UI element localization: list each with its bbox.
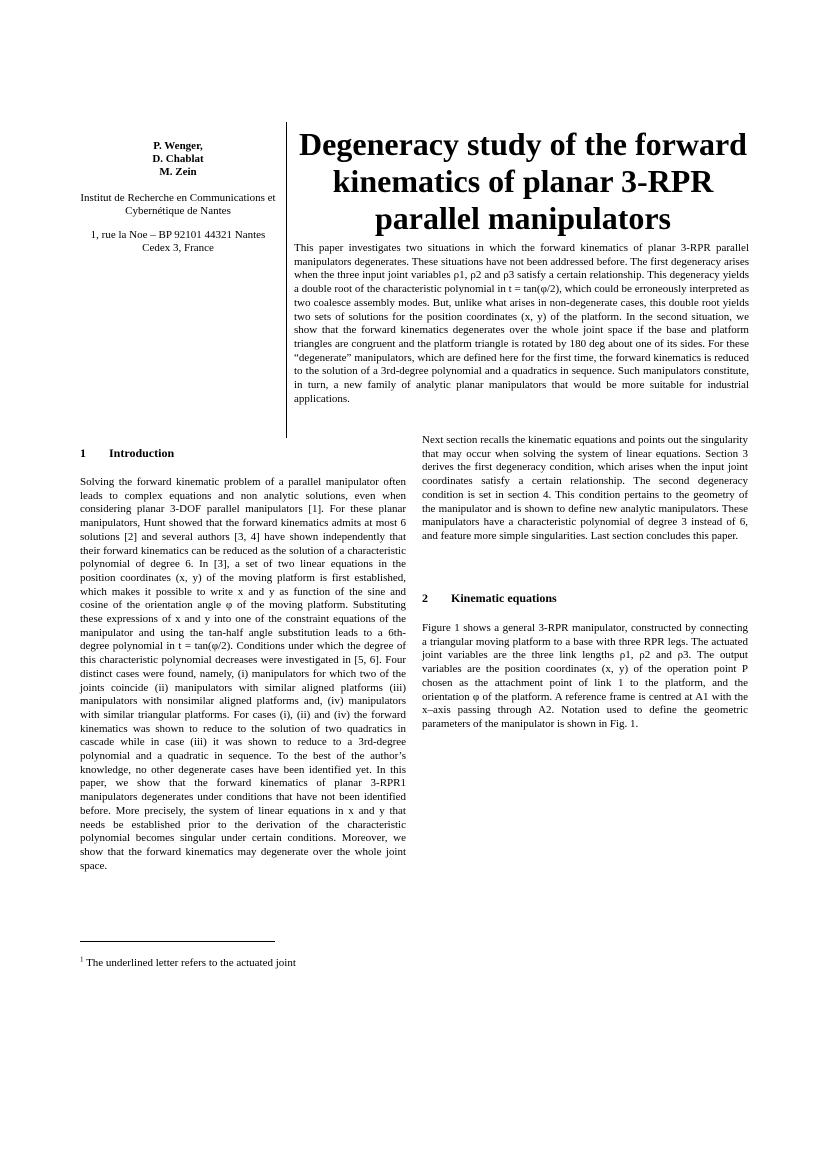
paper-title: Degeneracy study of the forward kinematics of planar 3-RPR parallel manipulators xyxy=(299,126,747,236)
author-name: D. Chablat xyxy=(152,153,204,165)
kinematic-equations-text: Figure 1 shows a general 3-RPR manipulator, constructed by connecting a triangular moving platform to a base with three RPR legs. The actuated joint variables are the three link lengths ρ1, ρ2 and ρ3. The output variables are the position coordinates (x, y) of the operation point P chosen as the attachment point of link 1 to the platform, and the orientation φ of the platform. A reference frame is centred at A1 with the x–axis passing through A2. Notation used to define the geometric parameters of the manipulator is shown in Fig. 1. xyxy=(422,622,748,730)
affiliation: Institut de Recherche en Communications et Cybernétique de Nantes xyxy=(80,192,276,217)
author-block xyxy=(78,140,278,255)
introduction-text: Solving the forward kinematic problem of a parallel manipulator often leads to complex equations and non analytic solutions, even when considering planar 3-DOF parallel manipulators [1]. For these planar manipulators, Hunt showed that the forward kinematics admits at most 6 solutions [2] and several authors [3, 4] have shown independently that their forward kinematics can be reduced as the solution of a characteristic polynomial of degree 6. In [3], a set of two linear equations in the position coordinates (x, y) of the moving platform is first established, which makes it possible to write x and y as function of the sine and cosine of the orientation angle φ of the moving platform. Substituting these expressions of x and y into one of the constraint equations of the manipulator and using the tan-half angle substitution leads to a 6th-degree polynomial in t = tan(φ/2). Conditions under which the degree of this characteristic polynomial decreases were investigated in [5, 6]. Four distinct cases were found, namely, (i) manipulators for which two of the joints coincide (ii) manipulators with similar aligned platforms (iii) manipulators with nonsimilar aligned platforms and, (iv) manipulators with similar triangular platforms. For cases (i), (ii) and (iv) the forward kinematics was shown to reduce to the solution of two quadratics in cascade while in case (iii) it was shown to reduce to a 3rd-degree polynomial and a quadratic in sequence. To the best of the author’s knowledge, no other degenerate cases have been identified yet. In this paper, we show that the forward kinematics of planar 3-RPR1 manipulators degenerates under conditions that have not been identified before. More precisely, the system of linear equations in x and y that needs be established prior to the derivation of the characteristic polynomial becomes singular under certain conditions. Moreover, we show that the forward kinematics may degenerate over the whole joint space. xyxy=(80,476,406,872)
footnote-rule xyxy=(80,941,275,942)
author-name: P. Wenger, xyxy=(153,140,203,152)
section-heading-introduction xyxy=(80,446,174,461)
section-number: 1 xyxy=(80,446,86,460)
section-title: Introduction xyxy=(109,446,175,460)
section-title: Kinematic equations xyxy=(451,591,557,605)
author-name: M. Zein xyxy=(159,166,197,178)
introduction-continued-text: Next section recalls the kinematic equations and points out the singularity that may occur when solving the system of linear equations. Section 3 derives the first degeneracy condition, which arises when the input joint coordinates satisfy a certain relationship. The second degeneracy condition is set in section 4. This condition pertains to the geometry of the manipulator and is shown to define new analytic manipulators. These manipulators have a characteristic polynomial of degree 3 instead of 6, and feature more simple singularities. Last section concludes this paper. xyxy=(422,434,748,542)
address: 1, rue la Noe – BP 92101 44321 Nantes Cedex 3, France xyxy=(90,229,266,254)
footnote-text: The underlined letter refers to the actuated joint xyxy=(86,957,296,969)
vertical-rule xyxy=(286,122,287,438)
footnote xyxy=(80,957,296,969)
section-heading-kinematic-equations xyxy=(422,591,557,606)
footnote-mark: 1 xyxy=(80,955,84,964)
section-number: 2 xyxy=(422,591,428,605)
abstract: This paper investigates two situations in which the forward kinematics of planar 3-RPR parallel manipulators degenerates. These situations have not been addressed before. The first degeneracy arises when the three input joint variables ρ1, ρ2 and ρ3 satisfy a certain relationship. This degeneracy yields a double root of the characteristic polynomial in t = tan(φ/2), which could be erroneously interpreted as two coalesce assembly modes. But, unlike what arises in non-degenerate cases, this double root yields two sets of solutions for the position coordinates (x, y) of the platform. In the second situation, we show that the forward kinematics degenerates over the whole joint space if the base and platform triangles are congruent and the platform triangle is rotated by 180 deg about one of its sides. For these “degenerate” manipulators, which are defined here for the first time, the forward kinematics is reduced to the solution of a 3rd-degree polynomial and a quadratics in sequence. Such manipulators constitute, in turn, a new family of analytic planar manipulators that would be more suitable for industrial applications. xyxy=(294,242,749,405)
